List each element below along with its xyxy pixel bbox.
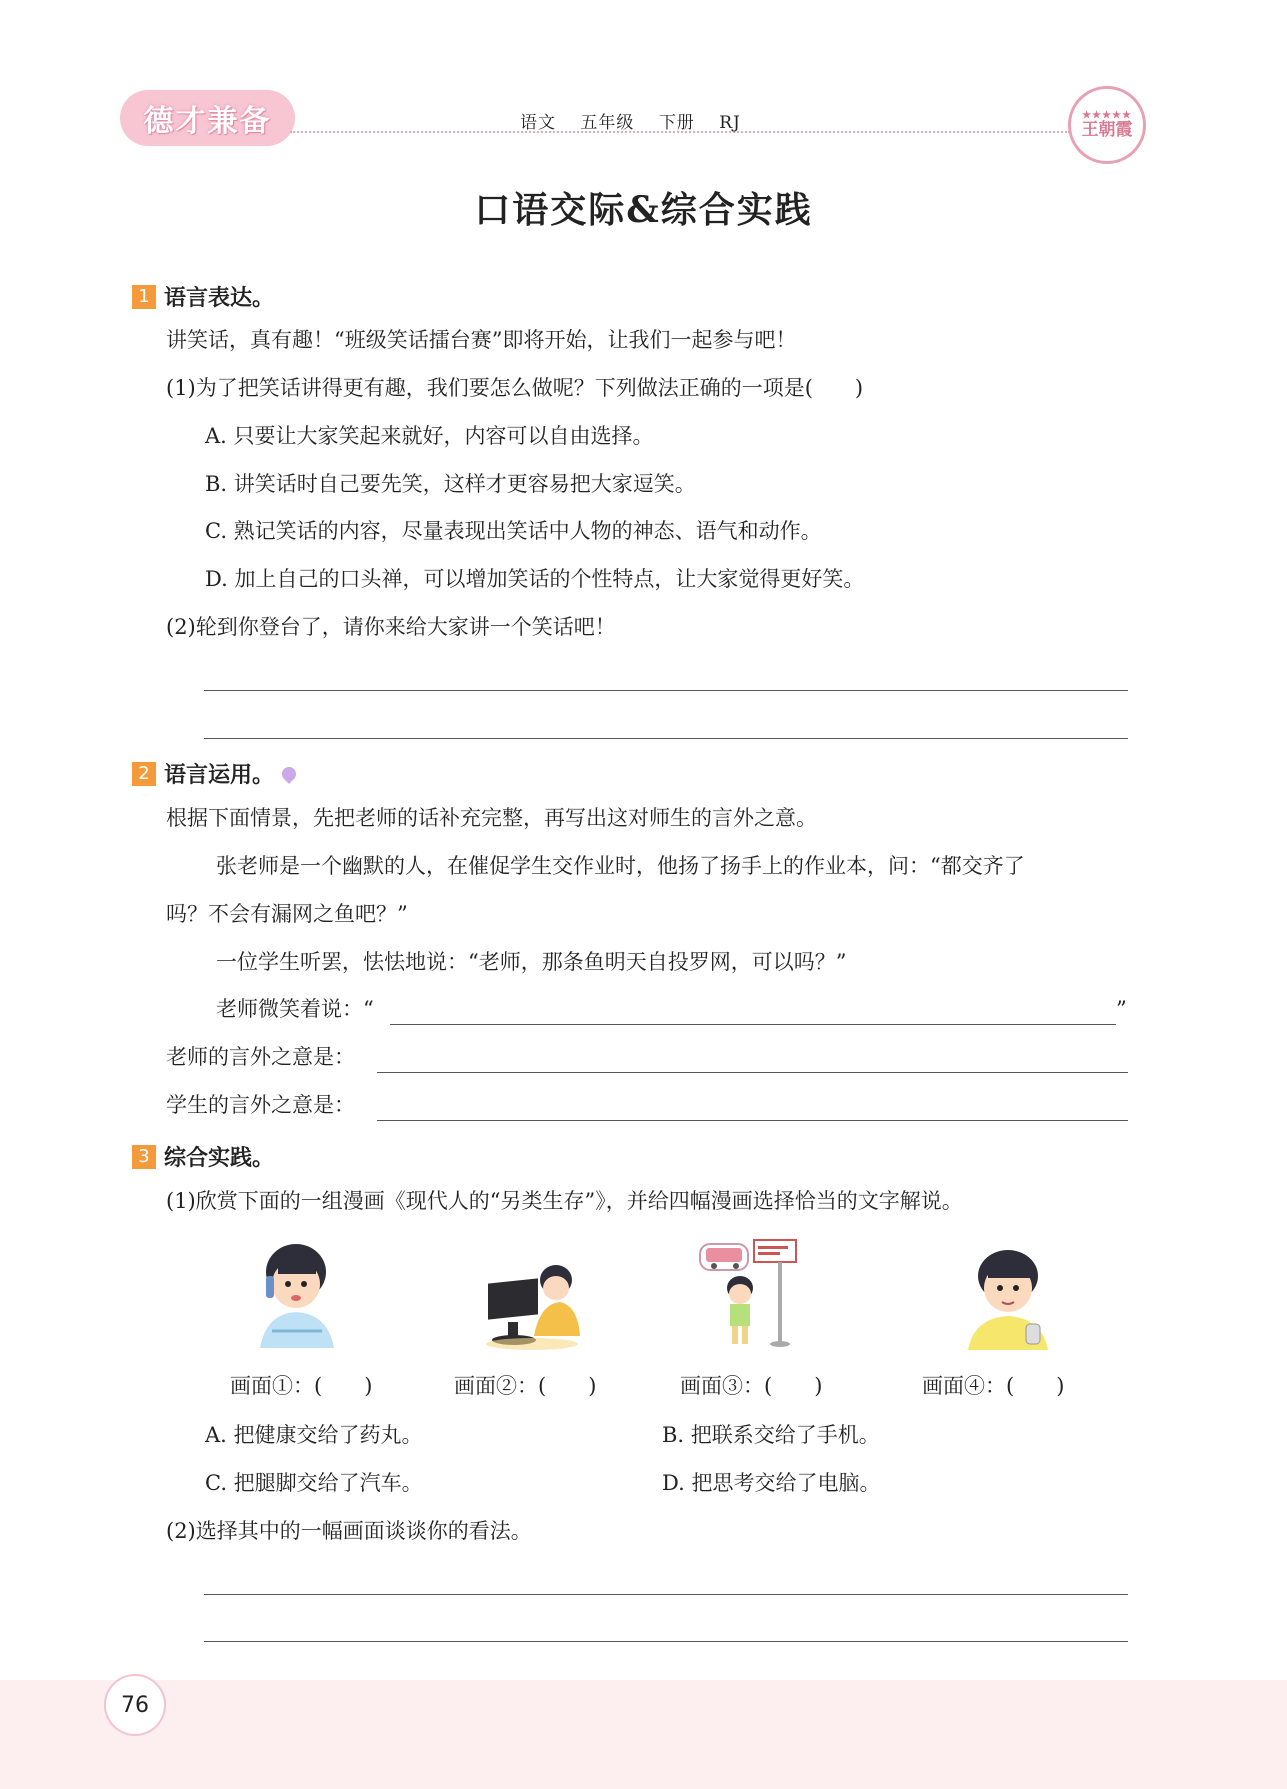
publisher-seal — [1068, 86, 1146, 164]
section3-option-c: C. 把腿脚交给了汽车。 — [205, 1471, 423, 1495]
section2-number: 2 — [132, 762, 156, 786]
section2-para2: 一位学生听罢，怯怯地说：“老师，那条鱼明天自投罗网，可以吗？” — [216, 950, 847, 974]
teacher-meaning-line[interactable] — [377, 1072, 1128, 1073]
seal-text: 王朝霞 — [1081, 120, 1133, 141]
section1-title: 语言表达。 — [164, 285, 275, 311]
teacher-says-line[interactable] — [390, 1024, 1116, 1025]
answer-line[interactable] — [204, 1641, 1128, 1642]
grade-label: 五年级 — [580, 113, 635, 133]
section3-question1: (1)欣赏下面的一组漫画《现代人的“另类生存”》，并给四幅漫画选择恰当的文字解说。 — [166, 1189, 963, 1213]
section1-question1: (1)为了把笑话讲得更有趣，我们要怎么做呢？下列做法正确的一项是( ) — [166, 376, 864, 400]
answer-line[interactable] — [204, 1594, 1128, 1595]
student-meaning-label: 学生的言外之意是： — [166, 1093, 355, 1117]
section3-question2: (2)选择其中的一幅画面谈谈你的看法。 — [166, 1519, 532, 1543]
section1-option-c: C. 熟记笑话的内容，尽量表现出笑话中人物的神态、语气和动作。 — [205, 519, 822, 543]
picture4-blank[interactable]: 画面④：( ) — [922, 1374, 1065, 1398]
subject-label: 语文 — [520, 113, 556, 133]
footer-band — [0, 1680, 1287, 1789]
section1-option-d: D. 加上自己的口头禅，可以增加笑话的个性特点，让大家觉得更好笑。 — [205, 567, 865, 591]
section1-option-a: A. 只要让大家笑起来就好，内容可以自由选择。 — [205, 424, 654, 448]
brand-logo: 德才兼备 — [120, 90, 295, 146]
page-number: 76 — [104, 1674, 166, 1736]
section3-heading — [132, 1141, 274, 1172]
section1-heading — [132, 281, 274, 312]
section1-question2: (2)轮到你登台了，请你来给大家讲一个笑话吧！ — [166, 615, 616, 639]
section1-option-b: B. 讲笑话时自己要先笑，这样才更容易把大家逗笑。 — [205, 472, 696, 496]
location-pin-icon — [279, 764, 299, 784]
section2-title: 语言运用。 — [164, 762, 275, 788]
edition-label: RJ — [719, 113, 741, 133]
header-info — [520, 108, 759, 133]
cartoon-boy-bus-stop — [698, 1238, 808, 1350]
answer-line[interactable] — [204, 738, 1128, 739]
section2-heading — [132, 758, 296, 789]
section3-title: 综合实践。 — [164, 1145, 275, 1171]
cartoon-boy-pills — [962, 1246, 1052, 1350]
picture2-blank[interactable]: 画面②：( ) — [454, 1374, 597, 1398]
volume-label: 下册 — [658, 113, 695, 133]
cartoon-boy-computer — [484, 1264, 580, 1350]
section1-intro: 讲笑话，真有趣！“班级笑话擂台赛”即将开始，让我们一起参与吧！ — [166, 328, 797, 352]
star-icon: ★★★★★ — [1082, 110, 1132, 122]
teacher-meaning-label: 老师的言外之意是： — [166, 1045, 355, 1069]
close-quote: ” — [1116, 997, 1127, 1021]
section1-number: 1 — [132, 285, 156, 309]
page-title: 口语交际&综合实践 — [474, 189, 813, 231]
teacher-says-label: 老师微笑着说：“ — [216, 997, 374, 1021]
cartoon-boy-phone — [252, 1236, 340, 1348]
answer-line[interactable] — [204, 690, 1128, 691]
section3-option-b: B. 把联系交给了手机。 — [662, 1423, 880, 1447]
section3-number: 3 — [132, 1145, 156, 1169]
section3-option-d: D. 把思考交给了电脑。 — [662, 1471, 881, 1495]
student-meaning-line[interactable] — [377, 1120, 1128, 1121]
section2-para1b: 吗？不会有漏网之鱼吧？” — [166, 902, 408, 926]
section2-intro: 根据下面情景，先把老师的话补充完整，再写出这对师生的言外之意。 — [166, 806, 817, 830]
picture1-blank[interactable]: 画面①：( ) — [230, 1374, 373, 1398]
section2-para1a: 张老师是一个幽默的人，在催促学生交作业时，他扬了扬手上的作业本，问：“都交齐了 — [216, 854, 1025, 878]
section3-option-a: A. 把健康交给了药丸。 — [205, 1423, 423, 1447]
picture3-blank[interactable]: 画面③：( ) — [680, 1374, 823, 1398]
